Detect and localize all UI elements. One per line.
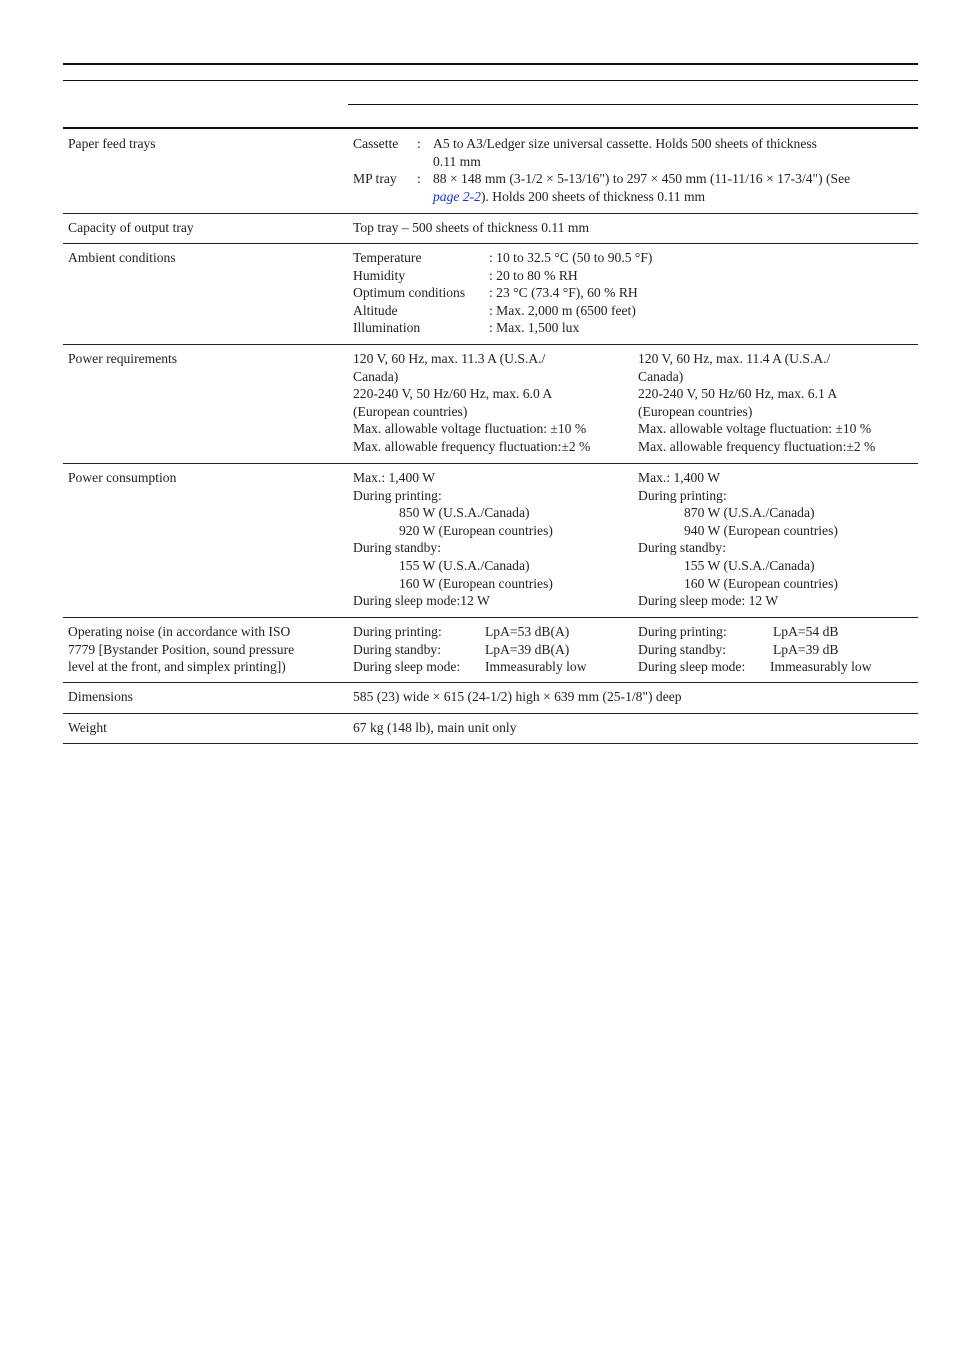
row-operating-noise: Operating noise (in accordance with ISO 7779 [Bystander Position, sound pressure level at the front, and simplex printing]) During printing: LpA=53 dB(A) During standby: LpA=39 dB(A) During sleep mode: Immeasurably low During printing: LpA=54 dB During standby: LpA=39 dB During sleep mode: Immeasurably low [63,623,918,683]
row-dimensions: Dimensions 585 (23) wide × 615 (24-1/2) high × 639 mm (25-1/8") deep [63,688,918,714]
power-req-right: 120 V, 60 Hz, max. 11.4 A (U.S.A./ Canada) 220-240 V, 50 Hz/60 Hz, max. 6.1 A (European countries) Max. allowable voltage fluctuation: ±10 % Max. allowable frequency fluctuation:±2 % [638,351,876,454]
row-ambient: Ambient conditions Temperature : 10 to 32.5 °C (50 to 90.5 °F) Humidity : 20 to 80 % RH Optimum conditions : 23 °C (73.4 °F), 60 % RH Altitude : Max. 2,000 m (6500 feet) Illumination : Max. 1,500 lux [63,249,918,345]
noise-left: During printing: LpA=53 dB(A) During standby: LpA=39 dB(A) During sleep mode: Immeasurably low [353,624,587,675]
power-cons-right: Max.: 1,400 W During printing: 870 W (U.S.A./Canada) 940 W (European countries) During standby: 155 W (U.S.A./Canada) 160 W (European countries) During sleep mode: 12 W [638,470,838,609]
row-power-requirements: Power requirements 120 V, 60 Hz, max. 11.3 A (U.S.A./ Canada) 220-240 V, 50 Hz/60 Hz, max. 6.0 A (European countries) Max. allowable voltage fluctuation: ±10 % Max. allowable frequency fluctuation:±2 % 120 V, 60 Hz, max. 11.4 A (U.S.A./ Canada) 220-240 V, 50 Hz/60 Hz, max. 6.1 A (European countries) Max. allowable voltage fluctuation: ±10 % Max. allowable frequency fluctuation:±2 % [63,350,918,464]
row-paper-feed [63,135,918,214]
top-rule-thin [63,80,918,81]
header-subrule [348,104,918,105]
row-weight: Weight 67 kg (148 lb), main unit only [63,719,918,744]
power-req-left: 120 V, 60 Hz, max. 11.3 A (U.S.A./ Canada) 220-240 V, 50 Hz/60 Hz, max. 6.0 A (European countries) Max. allowable voltage fluctuation: ±10 % Max. allowable frequency fluctuation:±2 % [353,351,591,454]
power-cons-left: Max.: 1,400 W During printing: 850 W (U.S.A./Canada) 920 W (European countries) During standby: 155 W (U.S.A./Canada) 160 W (European countries) During sleep mode:12 W [353,470,553,609]
row-power-consumption: Power consumption Max.: 1,400 W During printing: 850 W (U.S.A./Canada) 920 W (European countries) During standby: 155 W (U.S.A./Canada) 160 W (European countries) During sleep mode:12 W Max.: 1,400 W During printing: 870 W (U.S.A./Canada) 940 W (European countries) During standby: 155 W (U.S.A./Canada) 160 W (European countries) During sleep mode: 12 W [63,469,918,618]
row-output-tray: Capacity of output tray Top tray – 500 sheets of thickness 0.11 mm [63,219,918,244]
row-value: Cassette : A5 to A3/Ledger size universal cassette. Holds 500 sheets of thickness 0.11 mm MP tray : 88 × 148 mm (3-1/2 × 5-13/16") to 297 × 450 mm (11-11/16 × 17-3/4") (See page 2-2). Holds 200 sheets of thickness 0.11 mm [353,136,851,204]
page-link[interactable]: page 2-2 [433,188,481,204]
table-header-rule [63,127,918,129]
noise-right: During printing: LpA=54 dB During standby: LpA=39 dB During sleep mode: Immeasurably low [638,624,872,675]
top-rule-thick [63,63,918,65]
ambient-list: Temperature : 10 to 32.5 °C (50 to 90.5 °F) Humidity : 20 to 80 % RH Optimum conditions : 23 °C (73.4 °F), 60 % RH Altitude : Max. 2,000 m (6500 feet) Illumination : Max. 1,500 lux [353,250,653,336]
row-label: Paper feed trays [68,136,156,151]
